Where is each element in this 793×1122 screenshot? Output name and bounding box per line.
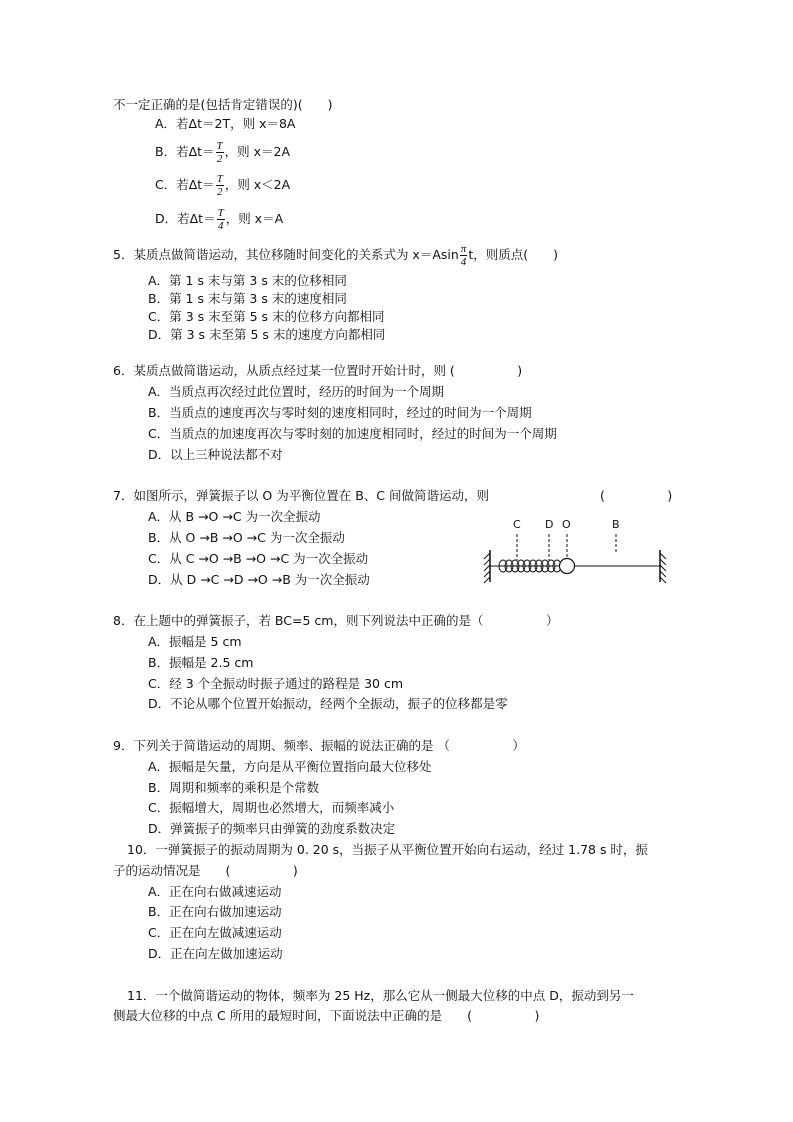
- label-b: B: [612, 518, 620, 531]
- label-d: D: [545, 518, 554, 531]
- q4-option-c[interactable]: [155, 170, 290, 200]
- q4-option-b[interactable]: [155, 137, 290, 167]
- q4-option-d[interactable]: [155, 204, 283, 234]
- q5-stem: [113, 240, 558, 270]
- q11-stem-line1: 11．一个做简谐运动的物体，频率为 25 Hz，那么它从一侧最大位移的中点 D，振动到另一: [127, 988, 634, 1003]
- q5-stem-suffix: t，则质点( ): [468, 247, 558, 262]
- right-wall-hatching: [660, 553, 666, 583]
- q9-option-d[interactable]: D．弹簧振子的频率只由弹簧的劲度系数决定: [148, 821, 396, 836]
- q7-option-d[interactable]: D．从 D →C →D →O →B 为一次全振动: [148, 572, 370, 587]
- fraction-denominator: 2: [216, 152, 223, 165]
- q4-option-c-prefix: C．若Δt＝: [155, 177, 215, 192]
- q9-option-c[interactable]: C．振幅增大，周期也必然增大，而频率减小: [148, 800, 395, 815]
- fraction-numerator: T: [216, 172, 223, 185]
- q5-option-a[interactable]: A．第 1 s 末与第 3 s 末的位移相同: [148, 273, 347, 288]
- q11-stem-line2: 侧最大位移的中点 C 所用的最短时间，下面说法中正确的是 ( ): [113, 1008, 540, 1023]
- q4-option-c-suffix: ，则 x＜2A: [224, 177, 291, 192]
- q8-option-b[interactable]: B．振幅是 2.5 cm: [148, 655, 254, 670]
- q7-option-a[interactable]: A．从 B →O →C 为一次全振动: [148, 509, 321, 524]
- q9-option-b[interactable]: B．周期和频率的乘积是个常数: [148, 780, 320, 795]
- q9-option-a[interactable]: A．振幅是矢量，方向是从平衡位置指向最大位移处: [148, 759, 432, 774]
- q10-stem-line2: 子的运动情况是 ( ): [113, 863, 298, 878]
- q8-option-d[interactable]: D．不论从哪个位置开始振动，经两个全振动，振子的位移都是零: [148, 696, 508, 711]
- q7-answer-bracket: ( ): [600, 488, 673, 503]
- q8-option-c[interactable]: C．经 3 个全振动时振子通过的路程是 30 cm: [148, 676, 404, 691]
- fraction-numerator: π: [460, 242, 467, 255]
- q10-option-d[interactable]: D．正在向左做加速运动: [148, 946, 283, 961]
- spring-oscillator-diagram: [482, 512, 672, 587]
- q6-option-a[interactable]: A．当质点再次经过此位置时，经历的时间为一个周期: [148, 384, 445, 399]
- q10-option-b[interactable]: B．正在向右做加速运动: [148, 904, 282, 919]
- q7-option-c[interactable]: C．从 C →O →B →O →C 为一次全振动: [148, 551, 369, 566]
- q7-option-b[interactable]: B．从 O →B →O →C 为一次全振动: [148, 530, 345, 545]
- q4-option-d-fraction: [217, 208, 225, 232]
- q4-option-c-fraction: [216, 174, 224, 198]
- q8-option-a[interactable]: A．振幅是 5 cm: [148, 634, 242, 649]
- q9-stem: 9．下列关于简谐运动的周期、频率、振幅的说法正确的是 （ ）: [113, 738, 525, 753]
- q7-stem: 7．如图所示，弹簧振子以 O 为平衡位置在 B、C 间做简谐运动，则: [113, 488, 489, 503]
- oscillator-ball: [560, 559, 575, 574]
- q4-option-d-suffix: ，则 x＝A: [225, 211, 284, 226]
- q4-option-b-suffix: ，则 x＝2A: [224, 144, 291, 159]
- q6-option-d[interactable]: D．以上三种说法都不对: [148, 447, 283, 462]
- left-wall-hatching: [484, 553, 490, 583]
- q5-option-c[interactable]: C．第 3 s 末至第 5 s 末的位移方向都相同: [148, 309, 385, 324]
- q6-stem: 6．某质点做简谐运动，从质点经过某一位置时开始计时，则 ( ): [113, 363, 523, 378]
- q8-stem: 8．在上题中的弹簧振子，若 BC=5 cm，则下列说法中正确的是（ ）: [113, 613, 559, 628]
- q4-stem: 不一定正确的是(包括肯定错误的)( ): [113, 97, 333, 112]
- q6-option-b[interactable]: B．当质点的速度再次与零时刻的速度相同时，经过的时间为一个周期: [148, 405, 532, 420]
- q10-stem-line1: 10．一弹簧振子的振动周期为 0. 20 s，当振子从平衡位置开始向右运动，经过 1.78 s 时，振: [127, 842, 648, 857]
- q4-option-d-prefix: D．若Δt＝: [155, 211, 216, 226]
- label-o: O: [562, 518, 571, 531]
- fraction-denominator: 4: [217, 219, 224, 232]
- fraction-numerator: T: [217, 206, 224, 219]
- fraction-numerator: T: [216, 139, 223, 152]
- q10-option-a[interactable]: A．正在向右做减速运动: [148, 884, 282, 899]
- fraction-denominator: 4: [460, 255, 467, 268]
- q5-option-d[interactable]: D．第 3 s 末至第 5 s 末的速度方向都相同: [148, 327, 386, 342]
- q10-option-c[interactable]: C．正在向左做减速运动: [148, 925, 282, 940]
- q5-fraction: [460, 244, 468, 268]
- q4-option-b-prefix: B．若Δt＝: [155, 144, 215, 159]
- fraction-denominator: 2: [217, 185, 223, 198]
- q6-option-c[interactable]: C．当质点的加速度再次与零时刻的加速度相同时，经过的时间为一个周期: [148, 426, 557, 441]
- label-c: C: [513, 518, 521, 531]
- q5-option-b[interactable]: B．第 1 s 末与第 3 s 末的速度相同: [148, 291, 347, 306]
- q4-option-a[interactable]: A．若Δt＝2T，则 x＝8A: [155, 116, 296, 131]
- q4-option-b-fraction: [216, 141, 224, 165]
- q5-stem-prefix: 5．某质点做简谐运动，其位移随时间变化的关系式为 x＝Asin: [113, 247, 459, 262]
